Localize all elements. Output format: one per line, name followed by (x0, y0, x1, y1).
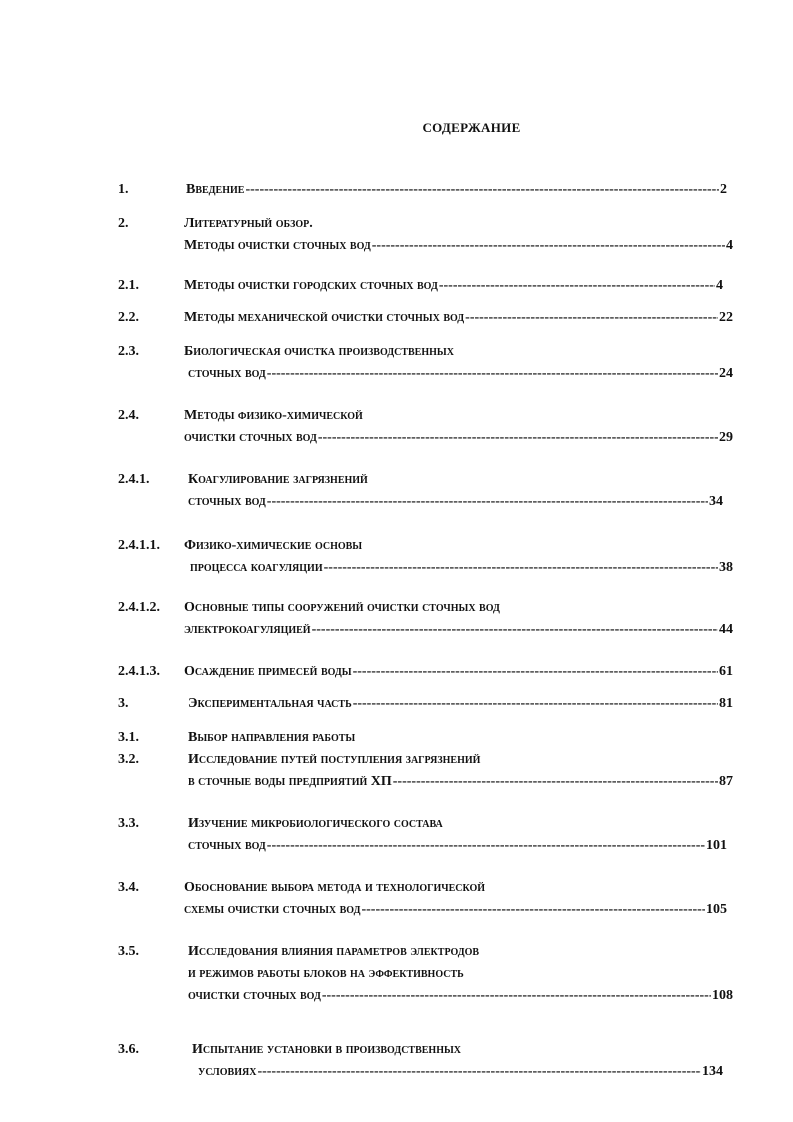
toc-entry-line (184, 664, 733, 686)
toc-entry-number: 1. (118, 182, 129, 197)
toc-entry (118, 816, 733, 860)
toc-entry-line (186, 182, 727, 204)
toc-entry-number: 3.6. (118, 1042, 139, 1057)
toc-entry-line (198, 1064, 723, 1086)
toc-entry-line (184, 538, 733, 560)
toc-entry-number: 2. (118, 216, 129, 231)
toc-entry (118, 730, 733, 752)
toc-entry-page: 29 (719, 430, 733, 445)
toc-entry-page: 38 (719, 560, 733, 575)
toc-entry-page: 134 (702, 1064, 723, 1079)
toc-entry-page: 101 (706, 838, 727, 853)
toc-entry-number: 2.3. (118, 344, 139, 359)
toc-entry-title: Основные типы сооружений очистки сточных вод (184, 600, 500, 615)
toc-entry-line (188, 494, 723, 516)
toc-entry-page: 87 (719, 774, 733, 789)
dot-leader (257, 1064, 701, 1080)
toc-entry-title: Методы механической очистки сточных вод (184, 310, 465, 325)
toc-entry-number: 3.5. (118, 944, 139, 959)
toc-entry-title: схемы очистки сточных вод (184, 902, 361, 917)
dot-leader (353, 664, 718, 680)
toc-entry (118, 408, 733, 452)
toc-entry-number: 2.4.1.2. (118, 600, 160, 615)
toc-entry (118, 752, 733, 796)
toc-entry-title: и режимов работы блоков на эффективность (188, 966, 464, 981)
toc-entry-number: 3.2. (118, 752, 139, 767)
toc-entry-title: Методы физико-химической (184, 408, 363, 423)
toc-entry-number: 2.4.1.3. (118, 664, 160, 679)
toc-entry-title: Обоснование выбора метода и технологической (184, 880, 486, 895)
toc-entry (118, 696, 733, 718)
toc-entry-number: 2.2. (118, 310, 139, 325)
dot-leader (465, 310, 718, 326)
dot-leader (267, 838, 705, 854)
toc-entry-title: Физико-химические основы (184, 538, 363, 553)
toc-entry (118, 310, 733, 332)
toc-entry (118, 278, 733, 300)
toc-entry-line (192, 1042, 733, 1064)
toc-entry-line (188, 696, 733, 718)
toc-entry-title: Испытание установки в производственных (192, 1042, 462, 1057)
toc-entry-line (188, 966, 733, 988)
toc-entry-line (184, 278, 723, 300)
toc-entry-page: 108 (712, 988, 733, 1003)
toc-entry-title: условиях (198, 1064, 257, 1079)
toc-entry-number: 2.1. (118, 278, 139, 293)
toc-entry-title: Выбор направления работы (188, 730, 356, 745)
page-title: СОДЕРЖАНИЕ (422, 120, 521, 135)
toc-entry-line (188, 730, 733, 752)
toc-entry-title: электрокоагуляцией (184, 622, 311, 637)
toc-entry-line (188, 838, 727, 860)
dot-leader (353, 696, 718, 712)
toc-entry-title: Исследование путей поступления загрязнений (188, 752, 481, 767)
toc-entry-title: Изучение микробиологического состава (188, 816, 443, 831)
toc-entry-title: очистки сточных вод (188, 988, 321, 1003)
dot-leader (267, 366, 718, 382)
toc-entry-page: 4 (726, 238, 733, 253)
toc-entry-title: процесса коагуляции (190, 560, 323, 575)
dot-leader (372, 238, 725, 254)
toc-entry-line (184, 622, 733, 644)
toc-entry (118, 1042, 733, 1086)
toc-entry-line (184, 216, 733, 238)
toc-entry-line (188, 944, 733, 966)
toc-entry-number: 2.4.1.1. (118, 538, 160, 553)
toc-entry-page: 61 (719, 664, 733, 679)
toc-entry-title: Экспериментальная часть (188, 696, 352, 711)
toc-entry-title: Коагулирование загрязнений (188, 472, 368, 487)
toc-entry (118, 944, 733, 1010)
toc-entry-line (184, 430, 733, 452)
toc-entry-title: Литературный обзор. (184, 216, 313, 231)
toc-entry-title: очистки сточных вод (184, 430, 317, 445)
toc-entry-page: 22 (719, 310, 733, 325)
toc-entry-number: 2.4. (118, 408, 139, 423)
toc-entry-title: Исследования влияния параметров электродов (188, 944, 480, 959)
toc-entry-line (188, 816, 733, 838)
dot-leader (318, 430, 718, 446)
dot-leader (324, 560, 718, 576)
toc-entry-title: сточных вод (188, 494, 266, 509)
toc-entry-title: Методы очистки сточных вод (184, 238, 371, 253)
toc-entry-title: сточных вод (188, 366, 266, 381)
toc-entry-line (188, 988, 733, 1010)
toc-entry-page: 4 (716, 278, 723, 293)
toc-entry-page: 24 (719, 366, 733, 381)
toc-entry-title: Введение (186, 182, 245, 197)
toc-entry-number: 3.4. (118, 880, 139, 895)
dot-leader (393, 774, 718, 790)
toc-entry (118, 182, 733, 204)
toc-entry-page: 34 (709, 494, 723, 509)
dot-leader (361, 902, 705, 918)
toc-entry-number: 3. (118, 696, 129, 711)
toc-entry-line (184, 310, 733, 332)
dot-leader (267, 494, 708, 510)
toc-entry-title: Методы очистки городских сточных вод (184, 278, 438, 293)
toc-entry-page: 44 (719, 622, 733, 637)
toc-entry (118, 600, 733, 644)
toc-entry-line (184, 902, 727, 924)
toc-entry-line (184, 880, 733, 902)
dot-leader (245, 182, 719, 198)
toc-entry-line (188, 752, 733, 774)
toc-entry-line (184, 238, 733, 260)
toc-entry-line (188, 774, 733, 796)
dot-leader (312, 622, 718, 638)
toc-entry-number: 3.1. (118, 730, 139, 745)
toc-entry-number: 2.4.1. (118, 472, 150, 487)
toc-entry-page: 81 (719, 696, 733, 711)
toc-entry (118, 880, 733, 924)
dot-leader (439, 278, 715, 294)
toc-entry-line (190, 560, 733, 582)
toc-entry-number: 3.3. (118, 816, 139, 831)
toc-entry-title: Осаждение примесей воды (184, 664, 352, 679)
toc-entry-line (188, 366, 733, 388)
toc-entry (118, 472, 733, 516)
toc-entry (118, 664, 733, 686)
toc-entry-title: сточных вод (188, 838, 266, 853)
toc-entry-page: 2 (720, 182, 727, 197)
toc-entry-line (188, 472, 733, 494)
toc-entry-line (184, 344, 733, 366)
toc-entry-page: 105 (706, 902, 727, 917)
toc-entry-line (184, 408, 733, 430)
toc-entry (118, 216, 733, 260)
toc-entry (118, 344, 733, 388)
dot-leader (322, 988, 711, 1004)
toc-entry (118, 538, 733, 582)
toc-entry-line (184, 600, 733, 622)
toc-entry-title: Биологическая очистка производственных (184, 344, 454, 359)
toc-entry-title: в сточные воды предприятий ХП (188, 774, 392, 789)
